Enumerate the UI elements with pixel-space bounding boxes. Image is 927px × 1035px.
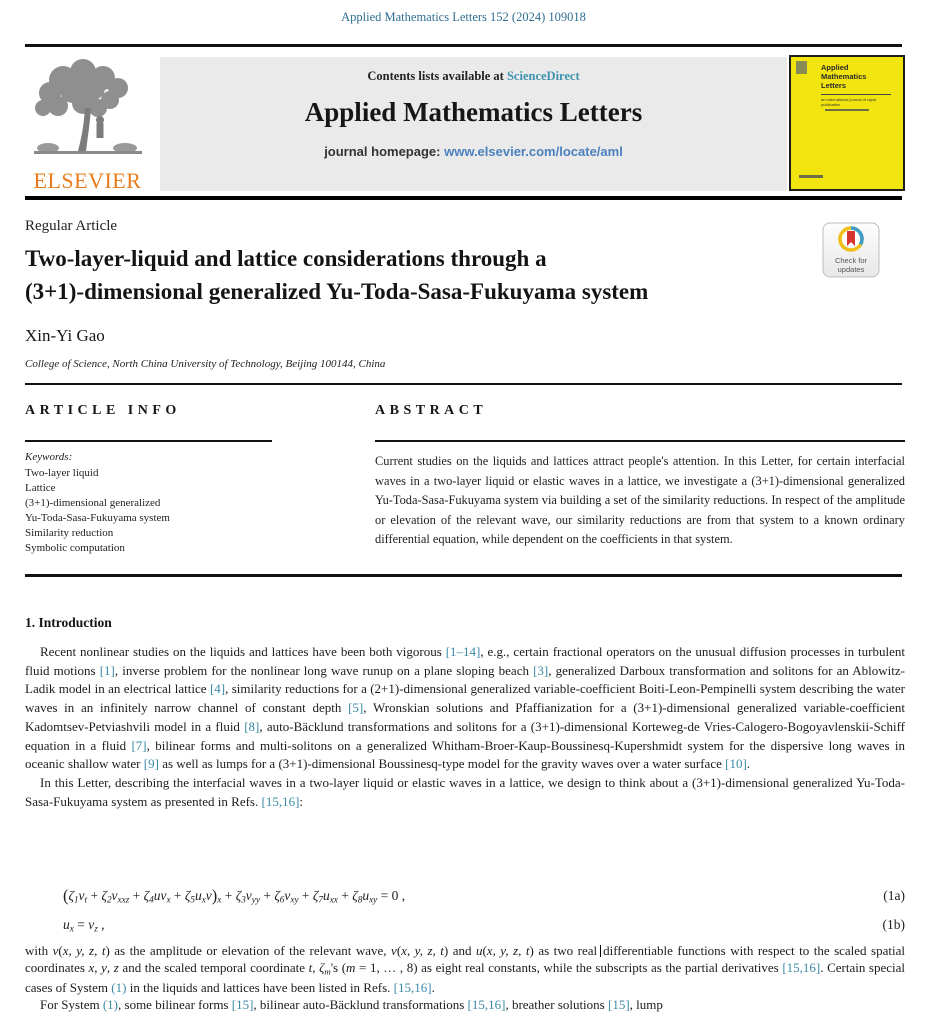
intro-paragraph-1 [25,643,905,774]
cover-publisher-mark [796,61,807,74]
text-segment: xy [369,894,378,905]
text-segment: , Wronskian solutions and Pfaffianization for a (3+1)-dimensional generalized variable-coefficient Kadomtsev-Petviashvili model in a fluid [25,700,905,734]
text-segment: For System [40,996,103,1012]
text-segment: ( [396,943,402,958]
text-segment: x [201,894,206,905]
journal-banner [160,57,787,191]
text-segment: x [88,960,95,976]
text-segment: , auto-Bäcklund transformations and solitons for a (3+1)-dimensional Korteweg-de Vries-Calogero-Bogoyavlenskii-Schiff equation in a fluid [25,718,905,753]
citation-link[interactable]: [15] [607,996,630,1012]
text-cursor [600,945,601,957]
citation-link[interactable]: [8] [244,718,260,734]
text-segment: ζ [235,888,242,904]
cover-fineprint-bar [799,175,823,178]
article-info-rule [25,440,272,442]
text-segment: 1 [73,894,79,905]
citation-link[interactable]: [15] [231,996,254,1012]
text-segment: u [362,888,370,904]
text-segment: . [746,756,751,772]
journal-reference-header: Applied Mathematics Letters 152 (2024) 109018 [341,10,586,24]
text-segment: , generalized Darboux transformation and solitons for an Ablowitz-Ladik model in an electrical lattice [25,662,905,697]
citation-link[interactable]: [10] [725,756,747,772]
text-segment: uv [153,888,167,904]
text-segment: + [87,888,102,904]
text-segment: + [129,888,144,904]
text-segment: . Certain special cases of System [25,960,906,995]
text-segment: v [284,888,291,904]
text-segment: v [78,888,85,904]
text-segment: + [221,888,236,904]
text-segment: = 0 , [377,888,406,904]
text-segment: 7 [318,894,323,905]
text-segment: m [346,960,356,976]
text-segment: 2 [106,894,112,905]
text-segment: x [69,923,74,934]
cover-subtitle: an international journal of rapid publication [821,97,876,107]
text-segment: + [170,888,185,904]
text-segment: ζ [184,888,191,904]
elsevier-logo [15,58,160,194]
citation-link[interactable]: [15,16] [782,960,821,976]
text-segment: in the liquids and lattices have been listed in Refs. [126,979,394,995]
text-segment: In this Letter, describing the interfacial waves in a two-layer liquid or elastic waves in a lattice, we design to think about a (3+1)-dimensional generalized Yu-Toda-Sasa-Fukuyama system as presented in Refs. [25,775,905,809]
equation-1a-body [25,886,405,906]
text-segment: : [299,793,304,809]
citation-link[interactable]: [15,16] [261,793,300,809]
text-segment: , breather solutions [505,996,608,1012]
text-segment: ) as two real [529,943,598,958]
text-segment: m [324,966,331,977]
keyword-item: Yu-Toda-Sasa-Fukuyama system [25,512,170,524]
text-segment: ζ [319,960,325,976]
text-segment: xy [290,894,299,905]
homepage-prefix: journal homepage: [324,144,445,159]
text-segment: ( [58,943,63,958]
keyword-item: Two-layer liquid [25,467,99,479]
text-segment: , [94,960,102,976]
text-segment: x, y, z, t [62,943,106,958]
citation-link[interactable]: [3] [533,662,549,678]
text-segment: v [88,917,95,932]
text-segment: ζ [143,888,150,904]
text-segment: , [312,960,320,976]
citation-link[interactable]: [9] [143,756,159,772]
text-segment: differentiable functions with respect to the scaled spatial coordinates [25,943,905,976]
text-segment: , [97,917,105,932]
cover-title: Applied Mathematics Letters [821,63,867,90]
text-segment: u [63,917,70,932]
text-segment: 8 [357,894,363,905]
homepage-line [160,144,787,159]
citation-link[interactable]: [15,16] [393,979,432,995]
abstract-text: Current studies on the liquids and lattices attract people's attention. In this Letter, for certain interfacial waves in a two-layer liquid or elastic waves in a lattice, we investigate a (3+1)-dimensional generalized Yu-Toda-Sasa-Fukuyama system via building a set of the similarity reductions. In respect of the amplitude or elevation of the relevant wave, our similarity reductions are from that system to a known ordinary differential equation, while dependent on the coefficients in that system. [375,454,905,547]
equation-1a-number: (1a) [883,888,905,904]
contents-line [160,69,787,84]
citation-link[interactable]: [7] [131,737,147,753]
equation-1b-number: (1b) [882,917,905,932]
text-segment: ζ [68,888,74,904]
text-segment: x, y, z, t [486,943,530,958]
text-segment: x, y, z, t [401,943,444,958]
journal-cover-thumbnail[interactable] [789,55,905,191]
text-segment: ( [63,886,69,905]
text-segment: + [259,888,275,904]
text-segment: ζ [312,888,319,904]
meta-bottom-rule [25,574,902,577]
abstract-heading: ABSTRACT [375,403,488,418]
text-segment: and the scaled temporal coordinate [118,960,309,976]
text-segment: ζ [274,888,280,904]
journal-banner-title: Applied Mathematics Letters [304,97,643,127]
text-segment: v [111,888,118,904]
post-equation-body [25,942,905,1013]
text-segment: t [308,960,313,976]
text-segment: , inverse problem for the nonlinear long wave runup on a plane sloping beach [114,662,534,678]
citation-link[interactable]: (1) [102,996,119,1012]
text-segment: = 1, … , 8) as eight real constants, while the subscripts as the partial derivatives [355,960,783,976]
text-segment: u [194,888,202,904]
badge-text-line2: updates [837,265,865,274]
text-segment: ) [211,886,218,905]
author-name: Xin-Yi Gao [25,326,105,345]
text-segment: v [205,888,212,904]
text-segment: as well as lumps for a (3+1)-dimensional Boussinesq-type model for the gravity waves over a water surface [158,756,726,772]
text-segment: 6 [279,894,285,905]
text-segment: y [101,960,107,976]
text-segment: 5 [190,894,195,905]
text-segment: . [431,979,435,995]
equation-1b [25,917,905,934]
meta-top-rule [25,383,902,385]
citation-link[interactable]: (1) [111,979,127,995]
text-segment: + [298,888,313,904]
citation-link[interactable]: [1–14] [445,644,481,659]
intro-paragraph-2 [25,774,905,811]
homepage-link[interactable]: www.elsevier.com/locate/aml [444,144,623,159]
intro-paragraph-4-partial [25,996,905,1013]
text-segment: ( [482,943,487,958]
text-segment: z [94,923,98,934]
text-segment: ζ [352,888,358,904]
elsevier-tree-icon [28,58,148,164]
article-info-heading: ARTICLE INFO [25,403,181,418]
citation-link[interactable]: [1] [99,662,115,678]
text-segment: v [245,888,252,904]
text-segment: ) as the amplitude or elevation of the relevant wave, [105,943,392,958]
elsevier-wordmark: ELSEVIER [33,168,142,193]
contents-prefix: Contents lists available at [367,69,507,83]
header-divider-rule [25,196,902,200]
equation-1b-body [25,917,105,934]
introduction-body [25,643,905,811]
introduction-heading: 1. Introduction [25,615,112,630]
text-segment: Recent nonlinear studies on the liquids and lattices have been both vigorous [40,644,446,659]
check-for-updates-badge[interactable] [822,222,880,278]
text-segment: , some bilinear forms [118,996,232,1012]
badge-text-line1: Check for [834,256,868,265]
sciencedirect-link[interactable]: ScienceDirect [506,69,580,83]
keyword-item: Symbolic computation [25,542,125,554]
keyword-item: (3+1)-dimensional generalized [25,497,161,509]
text-segment: + [337,888,353,904]
author-affiliation: College of Science, North China University of Technology, Beijing 100144, China [25,358,386,370]
text-segment: x [166,894,171,905]
crossmark-icon [822,222,880,278]
text-segment: v [52,943,59,958]
citation-link[interactable]: [5] [348,700,364,716]
citation-link[interactable]: [15,16] [467,996,506,1012]
article-title-line2: (3+1)-dimensional generalized Yu-Toda-Sasa-Fukuyama system [25,279,649,305]
article-title [25,242,755,309]
text-segment: , e.g., certain fractional operators on the unusual diffusion processes in turbulent fluid motions [25,644,905,678]
keyword-item: Similarity reduction [25,527,114,539]
text-segment: yy [251,894,260,905]
cover-rule [821,94,891,95]
text-segment: , lump [629,996,663,1012]
abstract-rule [375,440,905,442]
text-segment: 's ( [330,960,347,976]
top-divider-rule [25,44,902,47]
text-segment: u [475,943,483,958]
text-segment: t [84,894,88,905]
keywords-list [25,466,325,556]
text-segment: x [217,894,222,905]
equation-block [25,886,905,945]
keywords-label: Keywords: [25,451,73,463]
citation-link[interactable]: [4] [209,681,226,697]
text-segment: xx [329,894,338,905]
text-segment: xxz [117,894,130,905]
text-segment: , similarity reductions for a (2+1)-dimensional generalized variable-coefficient Boiti-Leon-Pempinelli system describing the water waves in an infinitely narrow channel of constant depth [25,681,905,716]
article-type-label: Regular Article [25,218,118,234]
text-segment: v [391,943,397,958]
text-segment: ) and [443,943,476,958]
text-segment: 3 [241,894,246,905]
text-segment: , bilinear forms and multi-solitons on a generalized Whitham-Broer-Kaup-Boussinesq-Kupershmidt system for the dispersive long waves in oceanic shallow water [25,737,905,772]
text-segment: u [322,888,330,904]
article-title-line1: Two-layer-liquid and lattice considerations through a [25,246,547,271]
text-segment: , bilinear auto-Bäcklund transformations [253,996,468,1012]
equation-1a [25,886,905,906]
text-segment: = [73,917,89,932]
keyword-item: Lattice [25,482,56,494]
text-segment: z [113,960,119,976]
text-segment: with [25,943,53,958]
intro-paragraph-3 [25,942,905,996]
text-segment: , [106,960,114,976]
text-segment: ζ [101,888,107,904]
text-segment: 4 [149,894,154,905]
cover-fineprint-bar [825,109,869,111]
